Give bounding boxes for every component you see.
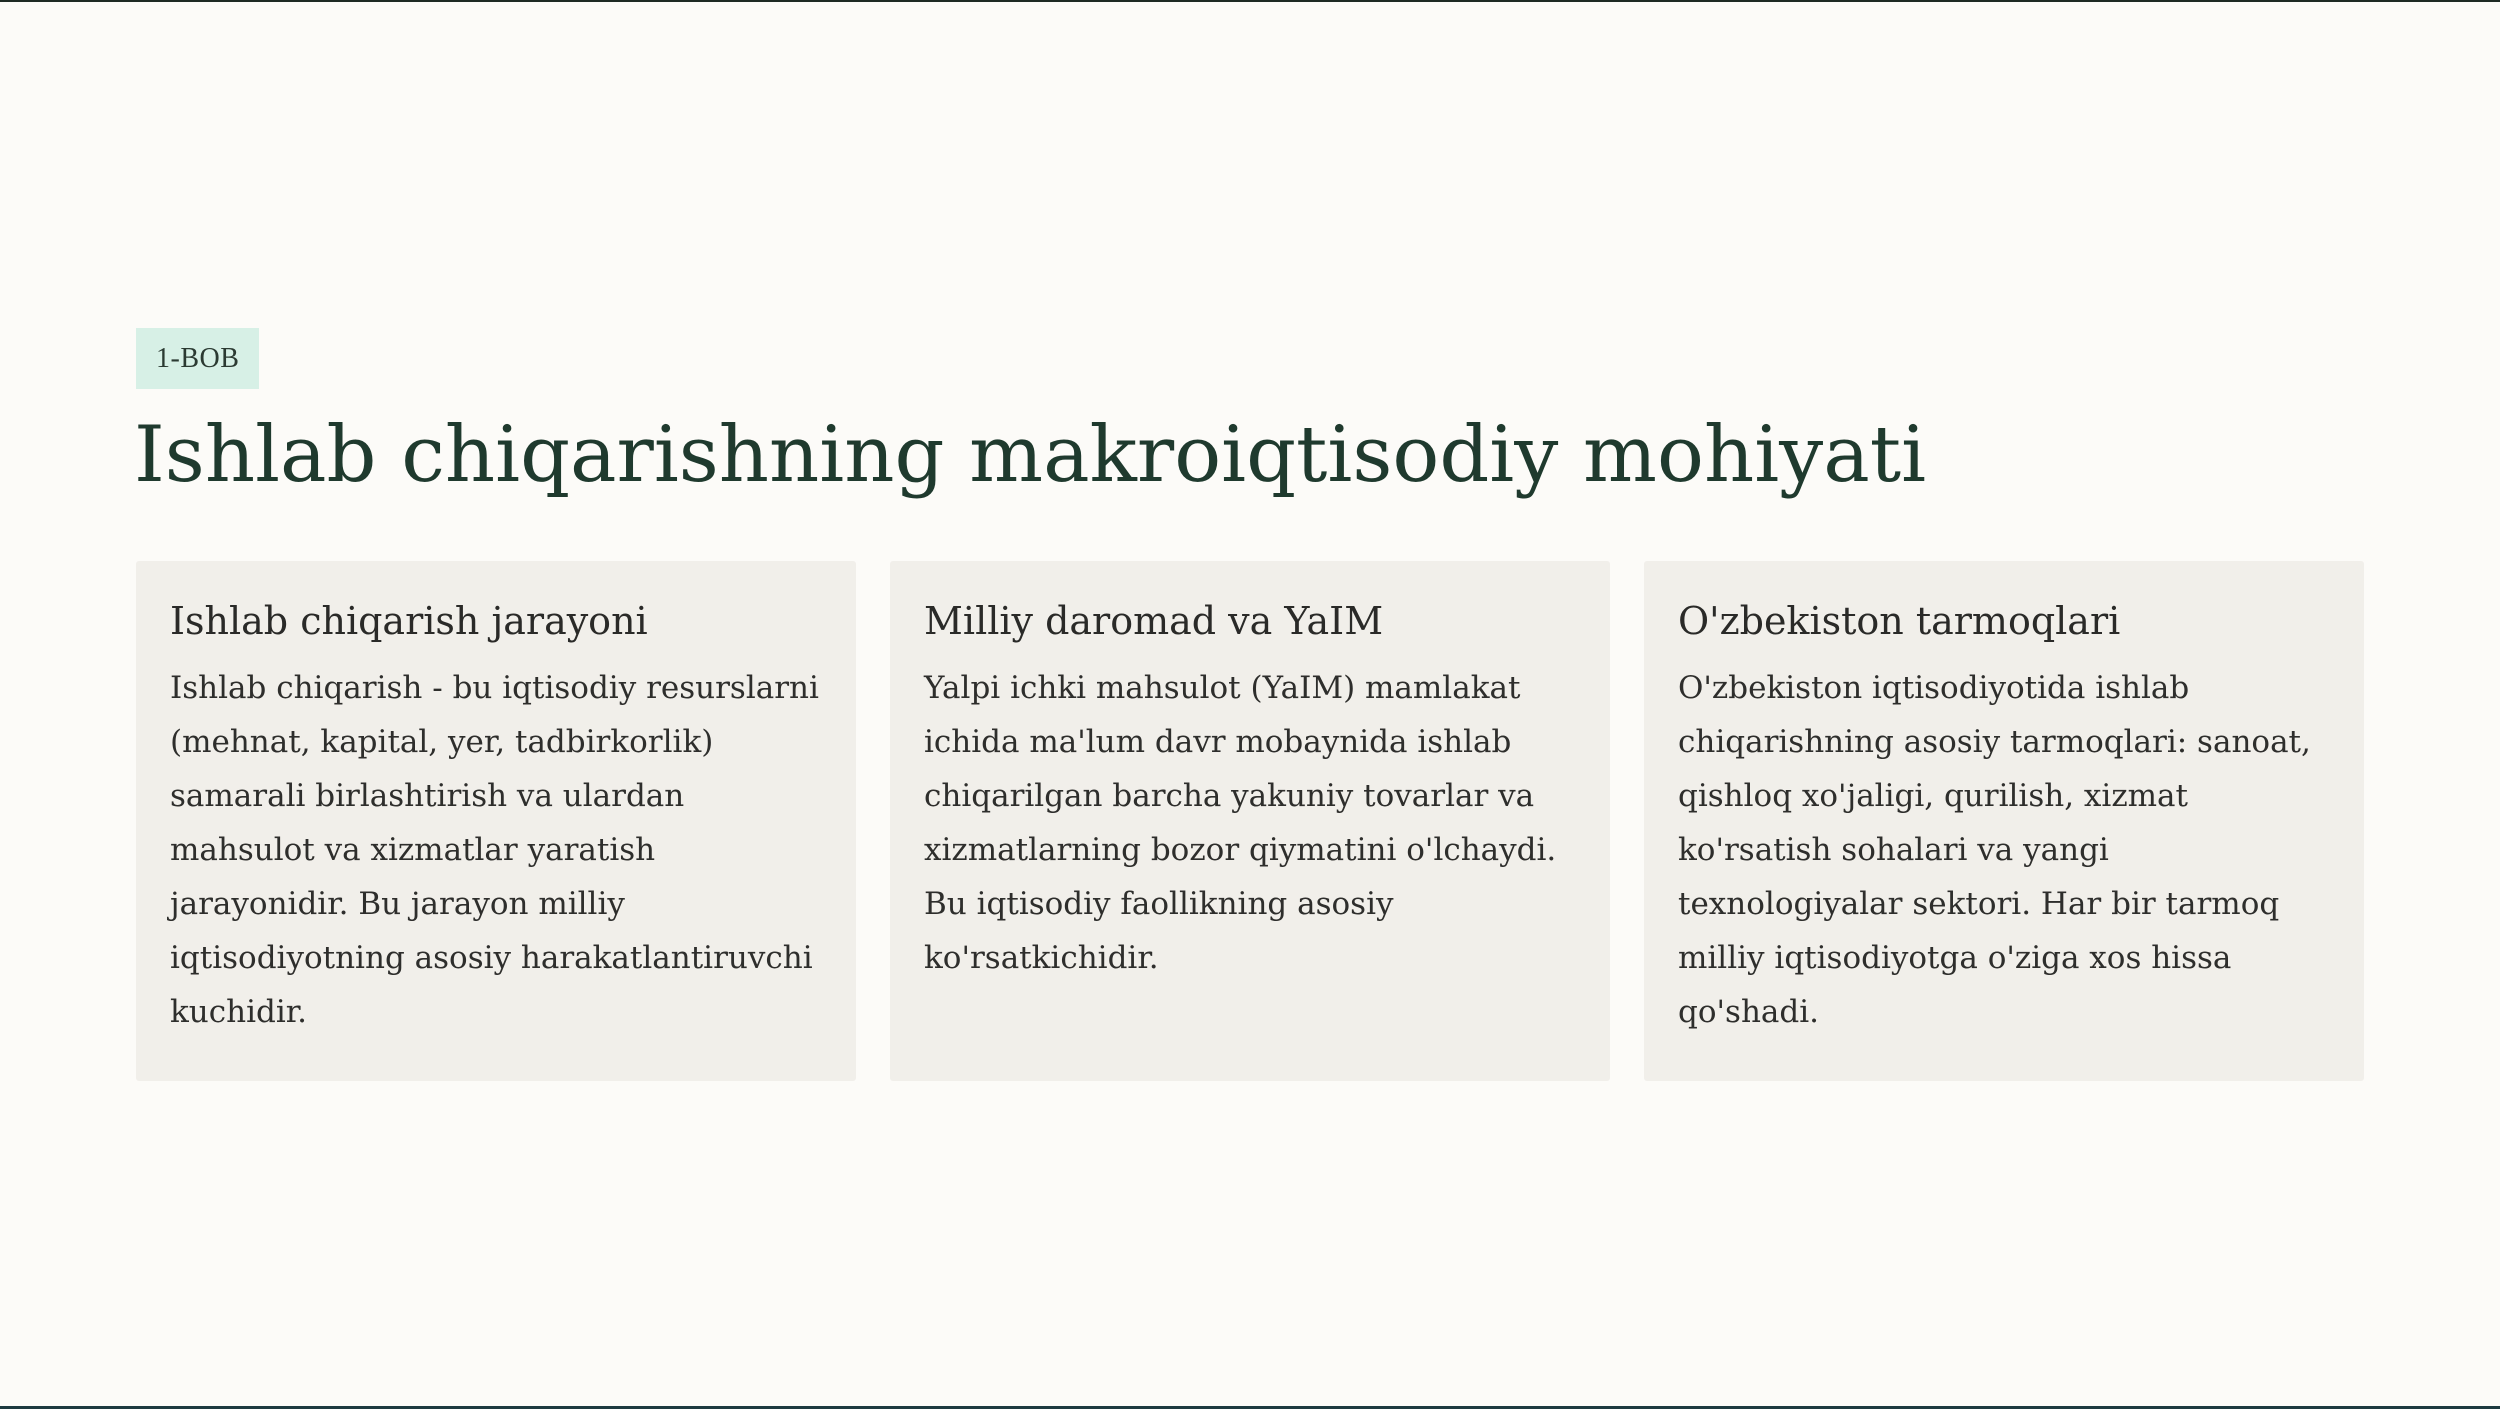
card-title: Ishlab chiqarish jarayoni [170, 599, 648, 643]
text-line: kuchidir. [170, 994, 308, 1030]
text-line: (mehnat, kapital, yer, tadbirkorlik) [170, 724, 714, 760]
text-line: ko'rsatkichidir. [924, 940, 1159, 976]
text-line: milliy iqtisodiyotga o'ziga xos hissa [1678, 940, 2232, 976]
card-title: O'zbekiston tarmoqlari [1678, 599, 2121, 643]
top-border [0, 0, 2500, 2]
page-title: Ishlab chiqarishning makroiqtisodiy mohiyati [134, 410, 1927, 500]
card-text [170, 661, 822, 1039]
text-line: xizmatlarning bozor qiymatini o'lchaydi. [924, 832, 1557, 868]
text-line: chiqarilgan barcha yakuniy tovarlar va [924, 778, 1535, 814]
card-text [924, 661, 1576, 985]
text-line: qishloq xo'jaligi, qurilish, xizmat [1678, 778, 2188, 814]
text-line: samarali birlashtirish va ulardan [170, 778, 685, 814]
text-line: Ishlab chiqarish - bu iqtisodiy resurslarni [170, 670, 819, 706]
text-line: Yalpi ichki mahsulot (YaIM) mamlakat [924, 670, 1521, 706]
text-line: O'zbekiston iqtisodiyotida ishlab [1678, 670, 2190, 706]
text-line: chiqarishning asosiy tarmoqlari: sanoat, [1678, 724, 2311, 760]
card-national-income [890, 561, 1610, 1081]
card-production-process [136, 561, 856, 1081]
card-text [1678, 661, 2330, 1039]
text-line: Bu iqtisodiy faollikning asosiy [924, 886, 1394, 922]
text-line: ko'rsatish sohalari va yangi [1678, 832, 2109, 868]
text-line: iqtisodiyotning asosiy harakatlantiruvchi [170, 940, 813, 976]
card-title: Milliy daromad va YaIM [924, 599, 1384, 643]
text-line: texnologiyalar sektori. Har bir tarmoq [1678, 886, 2280, 922]
chapter-badge: 1-BOB [136, 328, 259, 389]
text-line: ichida ma'lum davr mobaynida ishlab [924, 724, 1512, 760]
card-grid [136, 561, 2366, 1081]
card-uzbekistan-sectors [1644, 561, 2364, 1081]
text-line: qo'shadi. [1678, 994, 1819, 1030]
text-line: jarayonidir. Bu jarayon milliy [170, 886, 625, 922]
text-line: mahsulot va xizmatlar yaratish [170, 832, 656, 868]
